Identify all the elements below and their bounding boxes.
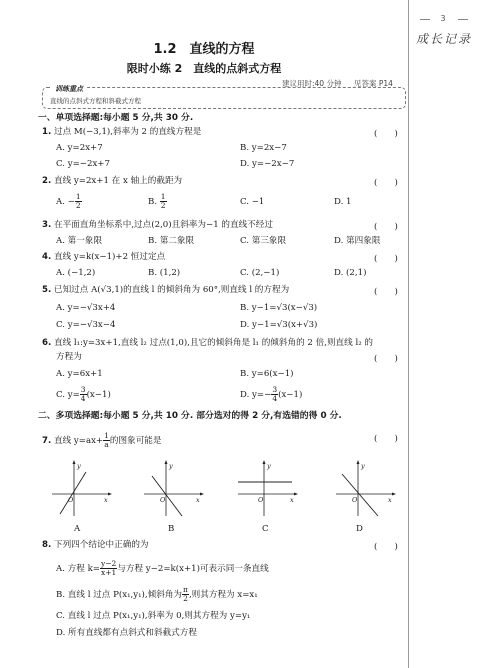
question-1-stem: [42, 127, 201, 138]
q3-option-b: B. 第二象限: [148, 236, 195, 246]
q6-option-a: A. y=6x+1: [56, 369, 103, 379]
q5-option-c: C. y=−√3x−4: [56, 320, 116, 330]
fraction-numerator: 3: [272, 385, 278, 394]
origin-label: O: [258, 496, 264, 504]
question-7-stem: [42, 432, 162, 449]
answer-blank: ( ): [374, 354, 398, 364]
y-axis-arrow: [165, 460, 168, 464]
x-axis-arrow: [108, 493, 112, 496]
origin-label: O: [352, 496, 358, 504]
question-number: 3.: [42, 220, 52, 230]
option-suffix: (x−1): [86, 390, 111, 400]
q7-graph-label-d: D: [356, 524, 363, 534]
option-suffix: ,则其方程为 x=x₁: [188, 590, 258, 600]
q3-option-d: D. 第四象限: [334, 236, 381, 246]
question-3-stem: [42, 220, 273, 231]
question-4-stem: [42, 252, 165, 263]
q4-option-c: C. (2,−1): [240, 268, 280, 278]
question-number: 5.: [42, 285, 52, 295]
q8-option-b: [56, 586, 258, 603]
q8-option-d: D. 所有直线都有点斜式和斜截式方程: [56, 628, 197, 638]
answer-blank: ( ): [374, 542, 398, 552]
answer-blank: ( ): [374, 254, 398, 264]
practice-title: 限时小练 2 直线的点斜式方程: [126, 62, 282, 75]
question-text: 过点 M(−3,1),斜率为 2 的直线方程是: [53, 127, 202, 137]
q7-graph-d: [332, 460, 396, 518]
x-axis-arrow: [294, 493, 298, 496]
question-text: 直线 y=k(x−1)+2 恒过定点: [53, 252, 166, 262]
suggested-time: 建议用时:40 分钟: [282, 79, 342, 88]
fraction-denominator: 2: [160, 201, 166, 210]
answer-blank: ( ): [374, 222, 398, 232]
question-number: 7.: [42, 436, 52, 446]
option-prefix: A. 方程 k=: [56, 564, 100, 574]
q6-option-d: [240, 386, 302, 403]
x-axis-arrow: [200, 493, 204, 496]
option-suffix: (x−1): [278, 390, 303, 400]
question-text: 直线 y=ax+: [53, 436, 104, 446]
margin-title: 成长记录: [415, 32, 472, 46]
q1-option-a: A. y=2x+7: [56, 143, 103, 153]
answer-reference: 见答案 P14: [354, 79, 393, 88]
x-axis-label: x: [196, 496, 200, 504]
section-heading-multiple-choice: 二、多项选择题:每小题 5 分,共 10 分. 部分选对的得 2 分,有选错的得 0 分.: [38, 411, 342, 421]
fraction-numerator: 1: [75, 192, 81, 201]
question-number: 1.: [42, 127, 52, 137]
graph-line: [60, 472, 86, 514]
q3-option-a: A. 第一象限: [56, 236, 103, 246]
margin-divider: [408, 0, 409, 668]
question-text: 已知过点 A(√3,1)的直线 l 的倾斜角为 60°,则直线 l 的方程为: [53, 285, 290, 295]
option-prefix: C. y=: [56, 390, 80, 400]
question-text: 直线 l₁:y=3x+1,直线 l₂ 过点(1,0),且它的倾斜角是 l₁ 的倾斜角的 2 倍,则直线 l₂ 的: [53, 338, 373, 348]
fraction: [75, 193, 82, 210]
q2-option-d: D. 1: [334, 197, 352, 207]
option-prefix: B.: [148, 197, 160, 207]
answer-blank: ( ): [374, 178, 398, 188]
q5-option-d: D. y−1=√3(x+√3): [240, 320, 318, 330]
fraction: [100, 560, 117, 577]
q7-graph-label-a: A: [74, 524, 81, 534]
fraction-numerator: π: [183, 585, 188, 594]
fraction-denominator: 4: [272, 394, 278, 403]
training-focus-label: 训练重点: [52, 84, 86, 94]
fraction-denominator: 2: [183, 594, 188, 603]
q8-option-a: [56, 560, 269, 577]
q5-option-a: A. y=−√3x+4: [56, 303, 116, 313]
q7-graph-label-b: B: [168, 524, 175, 534]
option-suffix: 与方程 y−2=k(x+1)可表示同一条直线: [117, 564, 269, 574]
question-text: 的图象可能是: [109, 436, 162, 446]
q8-option-c: C. 直线 l 过点 P(x₁,y₁),斜率为 0,则其方程为 y=y₁: [56, 611, 251, 621]
x-axis-arrow: [392, 493, 396, 496]
q3-option-c: C. 第三象限: [240, 236, 287, 246]
fraction: [103, 432, 110, 449]
q2-option-a: [56, 193, 82, 210]
fraction-denominator: x+1: [101, 568, 117, 577]
x-axis-label: x: [388, 496, 392, 504]
fraction: [182, 586, 189, 603]
y-axis-label: y: [169, 462, 173, 470]
q5-option-b: B. y−1=√3(x−√3): [240, 303, 318, 313]
q7-graph-label-c: C: [262, 524, 269, 534]
question-number: 4.: [42, 252, 52, 262]
fraction-denominator: a: [104, 440, 109, 449]
y-axis-label: y: [267, 462, 271, 470]
question-2-stem: [42, 176, 182, 187]
option-prefix: B. 直线 l 过点 P(x₁,y₁),倾斜角为: [56, 590, 183, 600]
origin-label: O: [160, 496, 166, 504]
fraction: [160, 193, 167, 210]
question-text: 直线 y=2x+1 在 x 轴上的截距为: [53, 176, 183, 186]
fraction-denominator: 4: [80, 394, 86, 403]
training-focus-text: 直线的点斜式方程和斜截式方程: [50, 97, 141, 105]
x-axis-label: x: [290, 496, 294, 504]
q7-graph-a: [48, 460, 112, 518]
q2-option-c: C. −1: [240, 197, 265, 207]
page-number: 3: [440, 14, 446, 23]
y-axis-arrow: [263, 460, 266, 464]
q1-option-d: D. y=−2x−7: [240, 159, 295, 169]
origin-label: O: [68, 496, 74, 504]
q4-option-b: B. (1,2): [148, 268, 181, 278]
question-5-stem: [42, 285, 289, 296]
section-heading-single-choice: 一、单项选择题:每小题 5 分,共 30 分.: [38, 113, 194, 123]
question-8-stem: [42, 540, 149, 551]
question-number: 2.: [42, 176, 52, 186]
question-number: 8.: [42, 540, 52, 550]
option-prefix: D. y=−: [240, 390, 272, 400]
question-6-stem-line2: 方程为: [56, 352, 82, 362]
question-number: 6.: [42, 338, 52, 348]
q1-option-c: C. y=−2x+7: [56, 159, 110, 169]
graph-line: [152, 476, 182, 516]
fraction-denominator: 2: [75, 201, 81, 210]
option-prefix: A. −: [56, 197, 75, 207]
y-axis-arrow: [357, 460, 360, 464]
x-axis-label: x: [104, 496, 108, 504]
question-6-stem: [42, 338, 373, 349]
section-title: 1.2 直线的方程: [153, 42, 255, 57]
fraction: [80, 386, 87, 403]
y-axis-label: y: [361, 462, 365, 470]
q7-graph-b: [140, 460, 204, 518]
y-axis-label: y: [77, 462, 81, 470]
answer-blank: ( ): [374, 287, 398, 297]
fraction-numerator: y−2: [101, 559, 117, 568]
question-text: 在平面直角坐标系中,过点(2,0)且斜率为−1 的直线不经过: [53, 220, 273, 230]
question-text: 下列四个结论中正确的为: [53, 540, 149, 550]
fraction-numerator: 3: [80, 385, 86, 394]
y-axis-arrow: [73, 460, 76, 464]
answer-blank: ( ): [374, 434, 398, 444]
fraction-numerator: 1: [104, 431, 109, 440]
q7-graph-c: [234, 460, 298, 518]
q4-option-a: A. (−1,2): [56, 268, 96, 278]
q4-option-d: D. (2,1): [334, 268, 367, 278]
q6-option-b: B. y=6(x−1): [240, 369, 294, 379]
q1-option-b: B. y=2x−7: [240, 143, 287, 153]
q6-option-c: [56, 386, 111, 403]
q2-option-b: [148, 193, 167, 210]
fraction-numerator: 1: [160, 192, 166, 201]
answer-blank: ( ): [374, 129, 398, 139]
graph-line: [342, 474, 378, 516]
